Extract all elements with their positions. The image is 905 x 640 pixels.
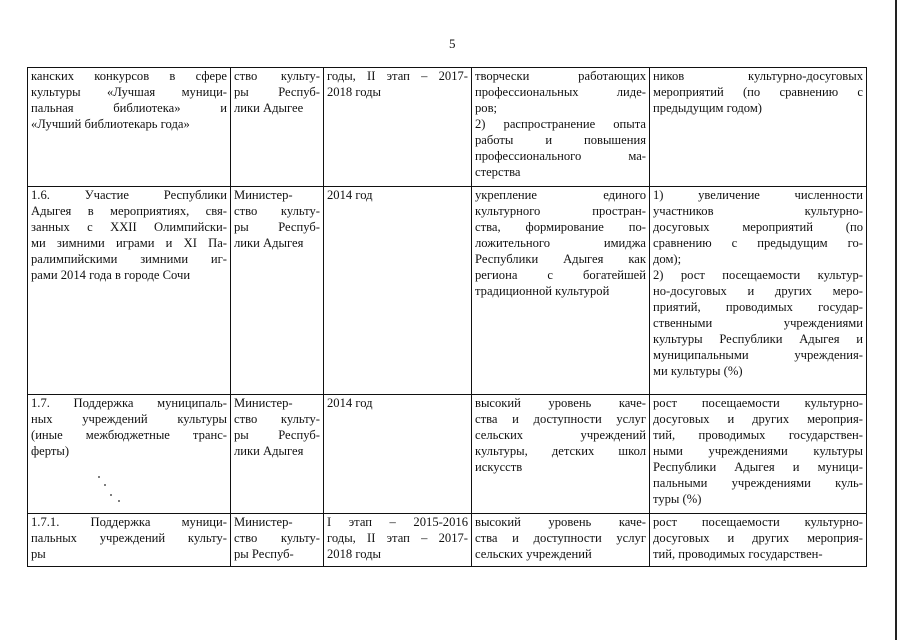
cell-text-line: предыдущим годом) — [653, 101, 763, 115]
scan-speck — [98, 476, 100, 478]
table-body — [28, 68, 867, 567]
cell-text-line: лики Адыгее — [234, 101, 304, 115]
scan-speck — [118, 500, 120, 502]
cell-text-line: ми зимними играми и XI Па- — [31, 236, 227, 250]
cell-text-line: профессиональных лиде- — [475, 85, 646, 99]
cell-text-line: рами 2014 года в городе Сочи — [31, 268, 191, 282]
cell-text-line: культуры, детских школ — [475, 444, 646, 458]
cell-text-line: 2014 год — [327, 396, 373, 410]
cell-text-line: I этап – 2015-2016 — [327, 515, 468, 529]
cell-text-line: культуры «Лучшая муници- — [31, 85, 227, 99]
cell-text-line: годы, II этап – 2017- — [327, 69, 468, 83]
cell-text-line: ры Респуб- — [234, 85, 320, 99]
cell-text-line: культурного простран- — [475, 204, 646, 218]
cell-text-line: мероприятий (по сравнению с — [653, 85, 863, 99]
program-measures-table — [27, 67, 867, 567]
cell-text-line: досуговых мероприятий (по — [653, 220, 863, 234]
cell-text-line: традиционной культурой — [475, 284, 610, 298]
table-row — [28, 187, 867, 395]
cell-text-line: ферты) — [31, 444, 70, 458]
cell-text-line: укрепление единого — [475, 188, 646, 202]
cell-text-line: ства и доступности услуг — [475, 412, 646, 426]
cell-text-line: ложительного имиджа — [475, 236, 646, 250]
cell-text-line: «Лучший библиотекарь года» — [31, 117, 190, 131]
cell-text-line: работы и повышения — [475, 133, 646, 147]
cell-text-line: ры — [31, 547, 46, 561]
cell-text-line: пальными учреждениями куль- — [653, 476, 863, 490]
cell-text-line: сельских учреждений — [475, 547, 592, 561]
cell-text-line: ралимпийскими зимними иг- — [31, 252, 227, 266]
cell-text-line: искусств — [475, 460, 523, 474]
cell-text-line: ства, формирование по- — [475, 220, 646, 234]
cell-text-line: сравнению с предыдущим го- — [653, 236, 863, 250]
cell-text-line: лики Адыгея — [234, 444, 304, 458]
cell-result — [472, 514, 650, 567]
cell-text-line: ми культуры (%) — [653, 364, 743, 378]
cell-text-line: 2018 годы — [327, 547, 381, 561]
cell-text-line: тий, проводимых государствен- — [653, 547, 823, 561]
cell-measure — [28, 187, 231, 395]
cell-text-line: 2018 годы — [327, 85, 381, 99]
table-row — [28, 395, 867, 514]
cell-text-line: Министер- — [234, 515, 293, 529]
cell-text-line: ство культу- — [234, 531, 320, 545]
cell-text-line: досуговых и других мероприя- — [653, 531, 863, 545]
cell-text-line: ными учреждениями культуры — [653, 444, 863, 458]
cell-text-line: занных с XXII Олимпийски- — [31, 220, 227, 234]
cell-text-line: но-досуговых и других меро- — [653, 284, 863, 298]
cell-text-line: ство культу- — [234, 204, 320, 218]
cell-text-line: канских конкурсов в сфере — [31, 69, 227, 83]
cell-text-line: высокий уровень каче- — [475, 515, 646, 529]
cell-text-line: ников культурно-досуговых — [653, 69, 863, 83]
cell-text-line: досуговых и других мероприя- — [653, 412, 863, 426]
cell-indicator — [650, 187, 867, 395]
cell-text-line: дом); — [653, 252, 682, 266]
table-row — [28, 514, 867, 567]
cell-text-line: рост посещаемости культурно- — [653, 396, 863, 410]
cell-result — [472, 68, 650, 187]
cell-period — [324, 514, 472, 567]
cell-text-line: ственными учреждениями — [653, 316, 863, 330]
scan-edge — [895, 0, 897, 640]
page-number: 5 — [449, 36, 456, 51]
table-row — [28, 68, 867, 187]
cell-text-line: творчески работающих — [475, 69, 646, 83]
cell-result — [472, 187, 650, 395]
cell-result — [472, 395, 650, 514]
cell-text-line: сельских учреждений — [475, 428, 646, 442]
cell-text-line: ных учреждений культуры — [31, 412, 227, 426]
cell-indicator — [650, 68, 867, 187]
cell-text-line: 1.7. Поддержка муниципаль- — [31, 396, 227, 410]
cell-text-line: Министер- — [234, 188, 293, 202]
cell-text-line: (иные межбюджетные транс- — [31, 428, 227, 442]
cell-text-line: ры Респуб- — [234, 428, 320, 442]
cell-executor — [231, 514, 324, 567]
cell-text-line: рост посещаемости культурно- — [653, 515, 863, 529]
cell-text-line: пальных учреждений культу- — [31, 531, 227, 545]
cell-period — [324, 395, 472, 514]
cell-text-line: Республики Адыгея и муници- — [653, 460, 863, 474]
cell-text-line: стерства — [475, 165, 521, 179]
cell-period — [324, 68, 472, 187]
scan-speck — [104, 484, 106, 486]
cell-text-line: ство культу- — [234, 69, 320, 83]
cell-measure — [28, 395, 231, 514]
cell-text-line: 2) распространение опыта — [475, 117, 646, 131]
cell-executor — [231, 187, 324, 395]
cell-measure — [28, 68, 231, 187]
cell-period — [324, 187, 472, 395]
cell-text-line: ров; — [475, 101, 498, 115]
cell-indicator — [650, 514, 867, 567]
cell-text-line: 2) рост посещаемости культур- — [653, 268, 863, 282]
cell-text-line: региона с богатейшей — [475, 268, 646, 282]
cell-text-line: лики Адыгея — [234, 236, 304, 250]
cell-text-line: 1.7.1. Поддержка муници- — [31, 515, 227, 529]
cell-text-line: участников культурно- — [653, 204, 863, 218]
cell-text-line: туры (%) — [653, 492, 702, 506]
cell-text-line: Республики Адыгея как — [475, 252, 646, 266]
cell-text-line: 1) увеличение численности — [653, 188, 863, 202]
cell-text-line: 2014 год — [327, 188, 373, 202]
cell-executor — [231, 68, 324, 187]
cell-text-line: ры Респуб- — [234, 220, 320, 234]
cell-text-line: ры Респуб- — [234, 547, 294, 561]
scan-speck — [110, 494, 112, 496]
cell-indicator — [650, 395, 867, 514]
cell-text-line: Адыгея в мероприятиях, свя- — [31, 204, 227, 218]
cell-text-line: культуры Республики Адыгея и — [653, 332, 863, 346]
cell-text-line: приятий, проводимых государ- — [653, 300, 863, 314]
cell-text-line: ства и доступности услуг — [475, 531, 646, 545]
cell-measure — [28, 514, 231, 567]
cell-text-line: муниципальными учреждения- — [653, 348, 863, 362]
cell-text-line: пальная библиотека» и — [31, 101, 227, 115]
cell-executor — [231, 395, 324, 514]
cell-text-line: Министер- — [234, 396, 293, 410]
cell-text-line: 1.6. Участие Республики — [31, 188, 227, 202]
cell-text-line: годы, II этап – 2017- — [327, 531, 468, 545]
cell-text-line: высокий уровень каче- — [475, 396, 646, 410]
cell-text-line: тий, проводимых государствен- — [653, 428, 863, 442]
cell-text-line: ство культу- — [234, 412, 320, 426]
cell-text-line: профессионального ма- — [475, 149, 646, 163]
